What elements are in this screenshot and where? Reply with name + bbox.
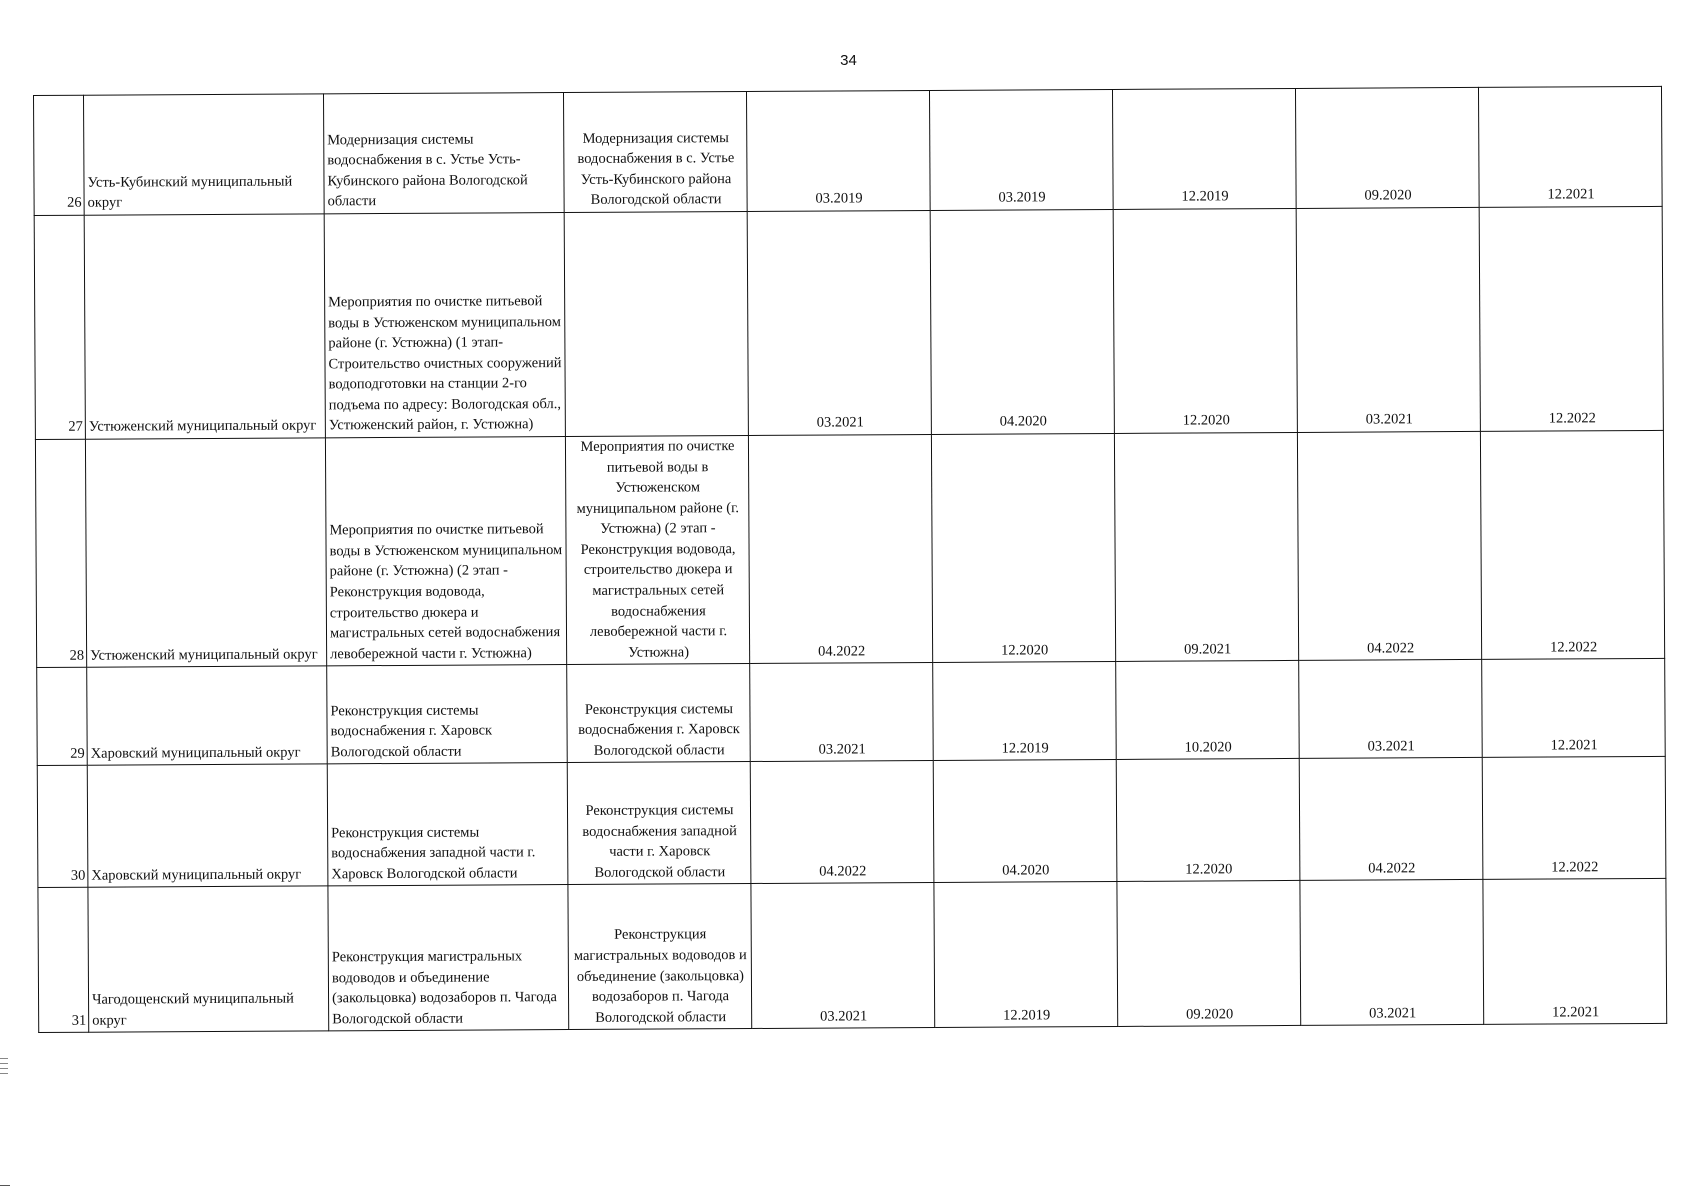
object-cell [564,212,748,437]
date-cell: 03.2021 [1299,660,1483,759]
row-number: 29 [37,668,88,766]
date-cell: 04.2020 [933,760,1117,883]
date-cell: 04.2022 [1297,431,1481,660]
date-cell: 03.2021 [747,210,931,435]
date-cell: 12.2019 [1112,88,1296,209]
scan-edge-dash [0,1185,10,1186]
object-cell: Модернизация системы водоснабжения в с. Устье Усть-Кубинского района Вологодской области [563,92,747,213]
date-cell: 12.2021 [1482,659,1666,758]
table-row [34,86,1663,215]
date-cell: 12.2020 [1116,759,1300,882]
description-cell: Реконструкция магистральных водоводов и объединение (закольцовка) водозаборов п. Чагода Вологодской области [328,885,569,1031]
date-cell: 12.2022 [1480,430,1664,659]
date-cell: 09.2020 [1117,881,1301,1027]
date-cell: 03.2021 [750,663,934,762]
scan-mark [0,1058,8,1059]
row-number: 31 [38,888,89,1033]
date-cell: 04.2022 [1299,758,1483,881]
municipality-cell: Харовский муниципальный округ [87,764,328,887]
date-cell: 12.2022 [1482,757,1666,880]
description-cell: Реконструкция системы водоснабжения западной части г. Харовск Вологодской области [327,763,568,886]
row-number: 27 [34,215,85,439]
row-number: 28 [35,439,86,668]
date-cell: 12.2020 [931,433,1115,662]
table-wrapper [33,86,1666,1033]
table-row [38,879,1667,1033]
date-cell: 04.2022 [750,761,934,884]
scan-mark [0,1073,8,1074]
date-cell: 03.2019 [929,89,1113,210]
date-cell: 12.2022 [1479,206,1663,431]
date-cell: 12.2020 [1113,208,1297,433]
date-cell: 10.2020 [1116,661,1300,760]
description-cell: Мероприятия по очистке питьевой воды в Устюженском муниципальном районе (г. Устюжна) (1 этап-Строительство очистных сооружений водоподготовки на станции 2-го подъема по адресу: Вологодская обл., Устюженский район, г. Устюжна) [324,213,565,438]
page-number: 34 [840,52,857,69]
object-cell: Реконструкция магистральных водоводов и объединение (закольцовка) водозаборов п. Чагода Вологодской области [568,884,752,1030]
date-cell: 12.2021 [1483,879,1667,1025]
date-cell: 03.2021 [751,883,935,1029]
date-cell: 03.2021 [1296,207,1480,432]
date-cell: 09.2020 [1295,87,1479,208]
description-cell: Модернизация системы водоснабжения в с. Устье Усть-Кубинского района Вологодской области [323,93,564,214]
date-cell: 03.2021 [1300,880,1484,1026]
municipality-cell: Чагодощенский муниципальный округ [88,886,329,1032]
date-cell: 12.2019 [934,882,1118,1028]
date-cell: 03.2019 [746,90,930,211]
scan-mark [0,1068,8,1069]
object-cell: Реконструкция системы водоснабжения г. Харовск Вологодской области [567,664,751,763]
date-cell: 12.2019 [933,662,1117,761]
description-cell: Реконструкция системы водоснабжения г. Харовск Вологодской области [327,665,568,764]
municipality-cell: Устюженский муниципальный округ [85,438,326,668]
municipality-cell: Харовский муниципальный округ [87,666,328,765]
projects-table [33,86,1667,1033]
table-row [37,659,1666,766]
object-cell: Мероприятия по очистке питьевой воды в Устюженском муниципальном районе (г. Устюжна) (2 этап - Реконструкция водовода, строительство дюкера и магистральных сетей водоснабжения левобережной части г. Устюжна) [565,436,749,665]
date-cell: 04.2022 [748,434,932,663]
municipality-cell: Устюженский муниципальный округ [84,214,325,439]
scan-mark [0,1063,8,1064]
table-row [35,430,1664,667]
date-cell: 04.2020 [930,209,1114,434]
object-cell: Реконструкция системы водоснабжения западной части г. Харовск Вологодской области [567,762,751,885]
description-cell: Мероприятия по очистке питьевой воды в Устюженском муниципальном районе (г. Устюжна) (2 этап - Реконструкция водовода, строительство дюкера и магистральных сетей водоснабжения левобережной части г. Устюжна) [325,437,566,667]
date-cell: 12.2021 [1478,86,1662,207]
date-cell: 09.2021 [1114,432,1298,661]
table-row [34,206,1663,439]
row-number: 26 [34,95,85,215]
scan-edge-marks [0,1058,10,1078]
municipality-cell: Усть-Кубинский муниципальный округ [84,94,325,215]
row-number: 30 [37,766,88,888]
table-row [37,757,1666,888]
